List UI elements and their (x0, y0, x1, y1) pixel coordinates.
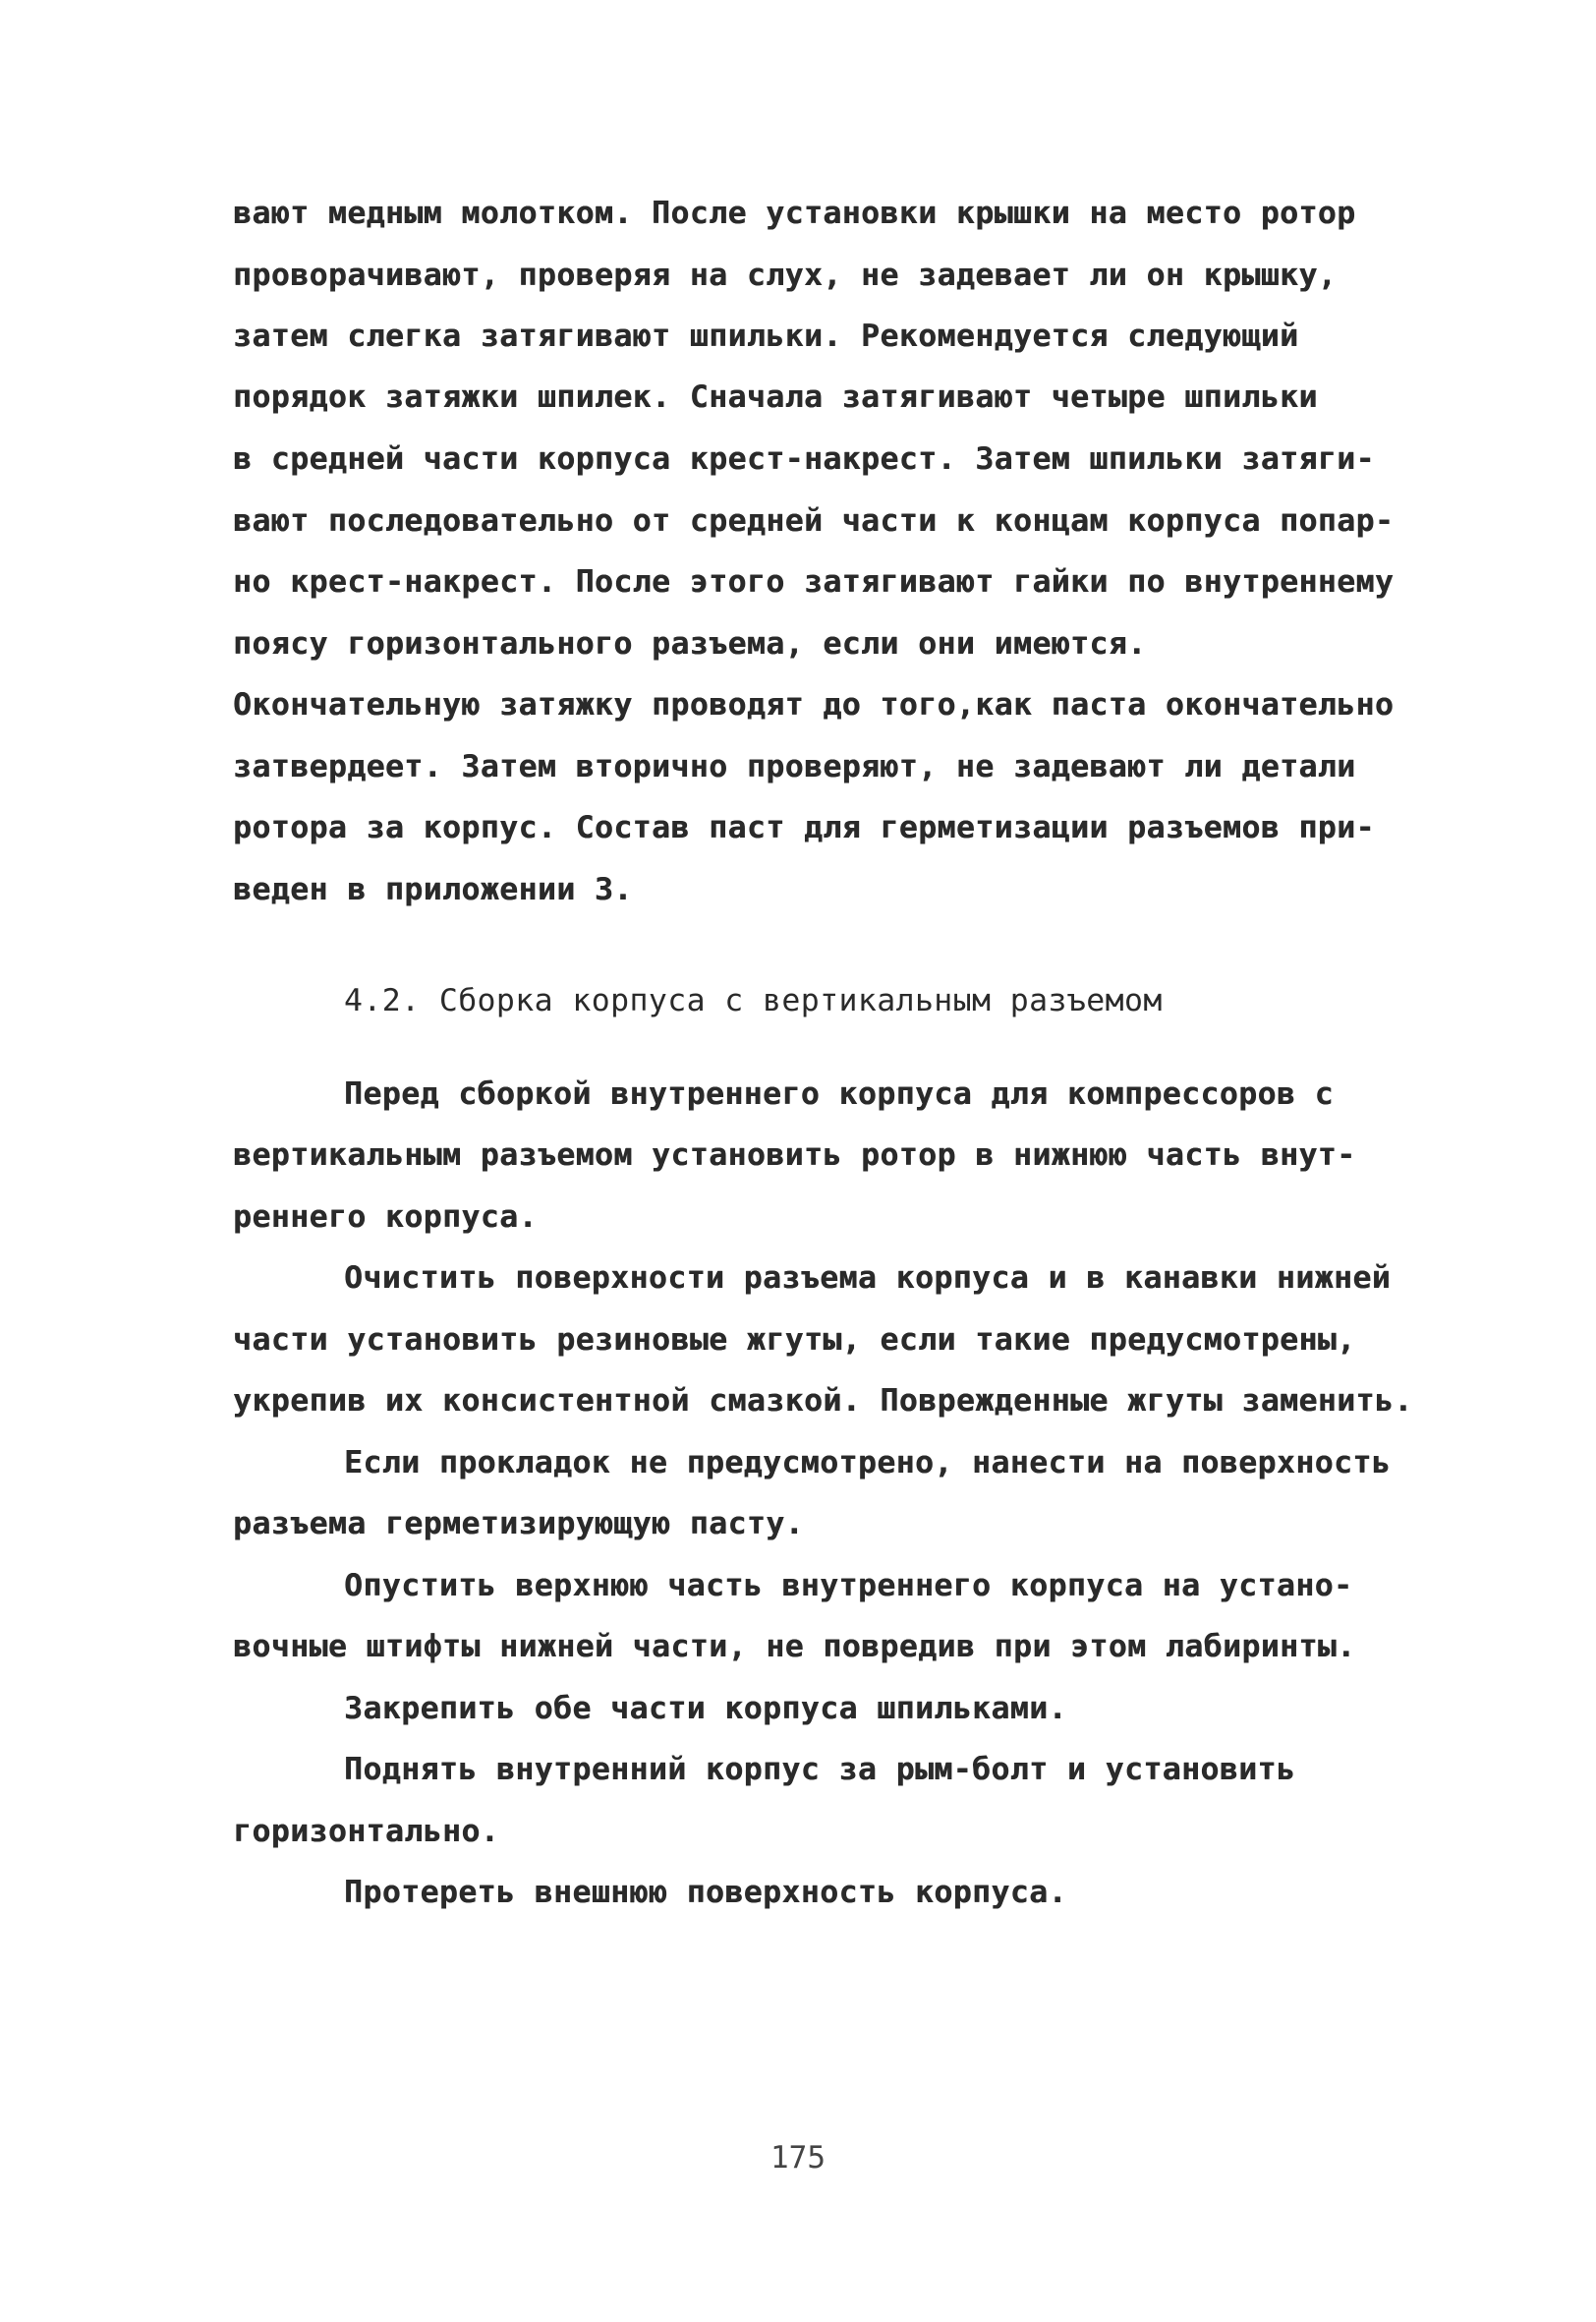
text-line: затвердеет. Затем вторично проверяют, не задевают ли детали (233, 749, 1356, 784)
section-heading: 4.2. Сборка корпуса с вертикальным разъемом (344, 983, 1163, 1018)
text-line: в средней части корпуса крест-накрест. Затем шпильки затяги- (233, 441, 1375, 477)
text-line: проворачивают, проверяя на слух, не задевает ли он крышку, (233, 258, 1338, 293)
text-line: ротора за корпус. Состав паст для герметизации разъемов при- (233, 810, 1375, 845)
text-line: Перед сборкой внутреннего корпуса для компрессоров с (344, 1076, 1334, 1112)
text-line: части установить резиновые жгуты, если такие предусмотрены, (233, 1322, 1356, 1358)
text-line: веден в приложении 3. (233, 872, 633, 907)
text-line: реннего корпуса. (233, 1199, 538, 1235)
text-line: укрепив их консистентной смазкой. Поврежденные жгуты заменить. (233, 1383, 1413, 1419)
text-line: Опустить верхнюю часть внутреннего корпуса на устано- (344, 1568, 1353, 1603)
text-line: Поднять внутренний корпус за рым-болт и установить (344, 1752, 1296, 1787)
text-line: горизонтально. (233, 1814, 500, 1849)
page-number: 175 (770, 2140, 826, 2176)
text-line: Очистить поверхности разъема корпуса и в канавки нижней (344, 1260, 1392, 1296)
text-line: вают последовательно от средней части к концам корпуса попар- (233, 503, 1395, 539)
text-line: затем слегка затягивают шпильки. Рекомендуется следующий (233, 319, 1299, 354)
text-line: Окончательную затяжку проводят до того,как паста окончательно (233, 687, 1395, 723)
text-line: Закрепить обе части корпуса шпильками. (344, 1691, 1067, 1726)
text-line: Протереть внешнюю поверхность корпуса. (344, 1875, 1067, 1910)
text-line: порядок затяжки шпилек. Сначала затягивают четыре шпильки (233, 379, 1318, 415)
text-line: вертикальным разъемом установить ротор в нижнюю часть внут- (233, 1137, 1356, 1173)
text-line: вают медным молотком. После установки крышки на место ротор (233, 196, 1356, 231)
text-line: разъема герметизирующую пасту. (233, 1506, 804, 1541)
text-line: вочные штифты нижней части, не повредив при этом лабиринты. (233, 1629, 1356, 1664)
text-line: но крест-накрест. После этого затягивают гайки по внутреннему (233, 564, 1395, 600)
text-line: поясу горизонтального разъема, если они имеются. (233, 626, 1147, 662)
text-line: Если прокладок не предусмотрено, нанести на поверхность (344, 1445, 1392, 1480)
